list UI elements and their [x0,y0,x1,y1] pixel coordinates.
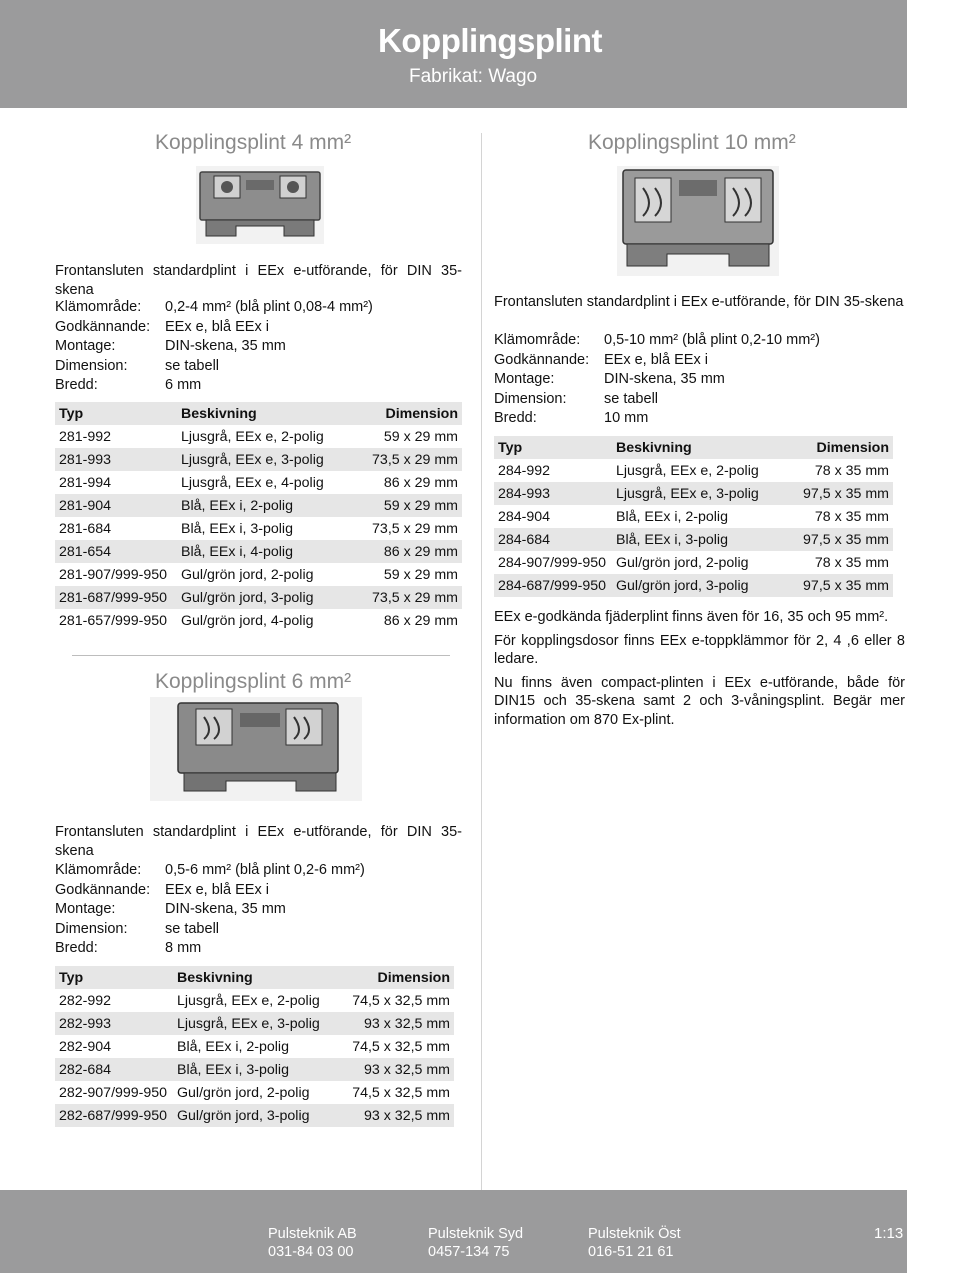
section-10-intro: Frontansluten standardplint i EEx e-utförande, för DIN 35-skena [494,294,904,310]
cell-desc: Gul/grön jord, 2-polig [181,566,314,583]
spec-label: Bredd: [494,410,537,427]
col-header: Beskivning [177,402,352,425]
column-divider [481,133,482,1190]
cell-type: 281-684 [59,520,112,537]
table-row [55,471,462,494]
cell-desc: Blå, EEx i, 3-polig [612,528,782,551]
spec-value: DIN-skena, 35 mm [165,338,286,355]
table-row [494,505,893,528]
cell-type: 282-992 [59,992,112,1009]
footer-contact [268,1225,357,1261]
cell-desc: Gul/grön jord, 2-polig [177,1084,310,1101]
cell-type: 281-994 [59,474,112,491]
table-row [55,448,462,471]
section-10-title: Kopplingsplint 10 mm² [588,131,796,154]
spec-value: 0,2-4 mm² (blå plint 0,08-4 mm²) [165,299,373,315]
spec-value: 0,5-10 mm² (blå plint 0,2-10 mm²) [604,332,820,348]
cell-type: 281-907/999-950 [59,566,168,583]
cell-dim: 93 x 32,5 mm [343,1012,454,1035]
cell-dim: 97,5 x 35 mm [782,574,893,597]
section-4-intro: Frontansluten standardplint i EEx e-utförande, för DIN 35-skena [55,263,462,298]
cell-dim: 93 x 32,5 mm [343,1104,454,1127]
cell-type: 282-687/999-950 [55,1104,173,1127]
spec-label: Bredd: [55,940,98,957]
spec-label: Montage: [55,338,116,355]
page-title: Kopplingsplint [378,22,602,59]
col-header: Typ [494,436,612,459]
cell-desc: Gul/grön jord, 3-polig [173,1104,343,1127]
spec-value: 8 mm [165,940,202,957]
section-6-table [55,966,454,1127]
cell-type: 284-907/999-950 [498,554,607,571]
cell-desc: Ljusgrå, EEx e, 3-polig [177,448,352,471]
cell-type: 281-993 [55,448,177,471]
cell-desc: Blå, EEx i, 2-polig [177,494,352,517]
cell-desc: Blå, EEx i, 2-polig [616,508,728,525]
cell-dim: 86 x 29 mm [352,540,462,563]
cell-desc: Gul/grön jord, 3-polig [612,574,782,597]
spec-value: EEx e, blå EEx i [604,351,708,368]
cell-dim: 86 x 29 mm [383,612,458,629]
cell-desc: Blå, EEx i, 3-polig [181,520,293,537]
table-header [55,402,462,425]
note-paragraph: För kopplingsdosor finns EEx e-toppklämmor för 2, 4 ,6 eller 8 ledare. [494,632,905,667]
section-10-table [494,436,893,597]
table-row [55,517,462,540]
spec-label: Dimension: [494,390,567,407]
cell-type: 281-654 [55,540,177,563]
company-phone: 016-51 21 61 [588,1244,674,1260]
spec-label: Godkännande: [55,318,151,335]
table-row [55,1104,454,1127]
spec-value: 6 mm [165,377,202,394]
footer-contact [588,1225,681,1261]
cell-desc: Gul/grön jord, 2-polig [616,554,749,571]
section-6-intro: Frontansluten standardplint i EEx e-utförande, för DIN 35-skena [55,824,462,859]
header-band [0,0,907,108]
spec-value: 0,5-6 mm² (blå plint 0,2-6 mm²) [165,862,365,878]
cell-type: 284-993 [494,482,612,505]
spec-value: se tabell [604,390,659,407]
cell-type: 281-657/999-950 [59,612,168,629]
footer-band [0,1190,907,1273]
cell-dim: 73,5 x 29 mm [372,520,458,537]
cell-type: 282-904 [59,1038,112,1055]
spec-value: EEx e, blå EEx i [165,318,269,335]
section-6-specs [55,861,365,959]
cell-type: 284-904 [498,508,551,525]
section-4-title: Kopplingsplint 4 mm² [155,131,352,154]
cell-dim: 97,5 x 35 mm [782,528,893,551]
cell-type: 281-687/999-950 [55,586,177,609]
cell-dim: 59 x 29 mm [352,494,462,517]
cell-dim: 59 x 29 mm [383,566,458,583]
table-row [494,551,893,574]
cell-desc: Ljusgrå, EEx e, 3-polig [173,1012,343,1035]
cell-desc: Ljusgrå, EEx e, 2-polig [181,428,324,445]
cell-type: 282-684 [55,1058,173,1081]
spec-label: Dimension: [55,920,128,937]
cell-dim: 73,5 x 29 mm [352,448,462,471]
spec-value: se tabell [165,920,220,937]
cell-dim: 74,5 x 32,5 mm [352,1084,450,1101]
spec-label: Montage: [55,901,116,918]
table-row [55,586,462,609]
col-header: Typ [55,966,173,989]
cell-desc: Gul/grön jord, 3-polig [177,586,352,609]
cell-type: 282-993 [55,1012,173,1035]
table-row [55,425,462,448]
company-phone: 0457-134 75 [428,1244,510,1260]
spec-value: se tabell [165,357,220,374]
cell-dim: 93 x 32,5 mm [343,1058,454,1081]
spec-label: Klämområde: [494,332,581,348]
cell-dim: 86 x 29 mm [383,474,458,491]
cell-desc: Ljusgrå, EEx e, 2-polig [177,992,320,1009]
section-6-title: Kopplingsplint 6 mm² [155,670,352,693]
col-header: Dimension [352,402,462,425]
company-name: Pulsteknik Öst [588,1226,681,1242]
cell-type: 281-992 [59,428,112,445]
table-row [494,482,893,505]
cell-dim: 78 x 35 mm [814,554,889,571]
page-subtitle: Fabrikat: Wago [409,66,538,87]
cell-desc: Blå, EEx i, 4-polig [177,540,352,563]
spec-label: Godkännande: [494,351,590,368]
terminal-block-10mm-image [617,166,779,276]
spec-label: Montage: [494,371,555,388]
cell-dim: 74,5 x 32,5 mm [352,1038,450,1055]
cell-dim: 59 x 29 mm [383,428,458,445]
cell-dim: 78 x 35 mm [814,462,889,479]
cell-desc: Ljusgrå, EEx e, 2-polig [616,462,759,479]
cell-desc: Gul/grön jord, 4-polig [181,612,314,629]
spec-value: EEx e, blå EEx i [165,881,269,898]
cell-type: 284-684 [494,528,612,551]
cell-desc: Blå, EEx i, 3-polig [173,1058,343,1081]
col-header: Typ [55,402,177,425]
table-row [494,574,893,597]
spec-label: Godkännande: [55,881,151,898]
cell-dim: 97,5 x 35 mm [782,482,893,505]
note-paragraph: Nu finns även compact-plinten i EEx e-utförande, både för DIN15 och 35-skena samt 2 och 3-våningsplint. Begär mer information om 870 Ex-plint. [494,674,905,728]
table-row [55,1012,454,1035]
section-divider [72,655,450,656]
section-10-notes [494,608,905,734]
col-header: Beskivning [612,436,782,459]
spec-label: Klämområde: [55,299,142,315]
table-header [494,436,893,459]
cell-desc: Ljusgrå, EEx e, 3-polig [612,482,782,505]
cell-dim: 74,5 x 32,5 mm [352,992,450,1009]
table-row [494,528,893,551]
table-row [55,609,462,632]
spec-label: Bredd: [55,377,98,394]
col-header: Beskivning [173,966,343,989]
cell-desc: Ljusgrå, EEx e, 4-polig [181,474,324,491]
table-row [55,989,454,1012]
section-10-specs [494,331,820,429]
cell-type: 284-687/999-950 [494,574,612,597]
table-row [55,1035,454,1058]
table-row [55,540,462,563]
table-row [55,1058,454,1081]
terminal-block-4mm-image [196,166,324,244]
spec-value: DIN-skena, 35 mm [165,901,286,918]
cell-dim: 73,5 x 29 mm [352,586,462,609]
page-number: 1:13 [874,1225,904,1242]
table-row [55,1081,454,1104]
terminal-block-6mm-image [150,697,362,801]
col-header: Dimension [343,966,454,989]
footer-contact [428,1225,523,1261]
note-paragraph: EEx e-godkända fjäderplint finns även för 16, 35 och 95 mm². [494,609,889,625]
cell-type: 282-907/999-950 [59,1084,168,1101]
table-row [55,494,462,517]
company-phone: 031-84 03 00 [268,1244,354,1260]
table-header [55,966,454,989]
spec-label: Dimension: [55,357,128,374]
cell-type: 284-992 [498,462,551,479]
spec-label: Klämområde: [55,862,142,878]
section-4-specs [55,298,373,396]
spec-value: 10 mm [604,410,649,427]
spec-value: DIN-skena, 35 mm [604,371,725,388]
company-name: Pulsteknik AB [268,1226,357,1242]
cell-type: 281-904 [55,494,177,517]
col-header: Dimension [782,436,893,459]
section-4-table [55,402,462,632]
table-row [55,563,462,586]
company-name: Pulsteknik Syd [428,1226,524,1242]
cell-desc: Blå, EEx i, 2-polig [177,1038,289,1055]
cell-dim: 78 x 35 mm [814,508,889,525]
table-row [494,459,893,482]
